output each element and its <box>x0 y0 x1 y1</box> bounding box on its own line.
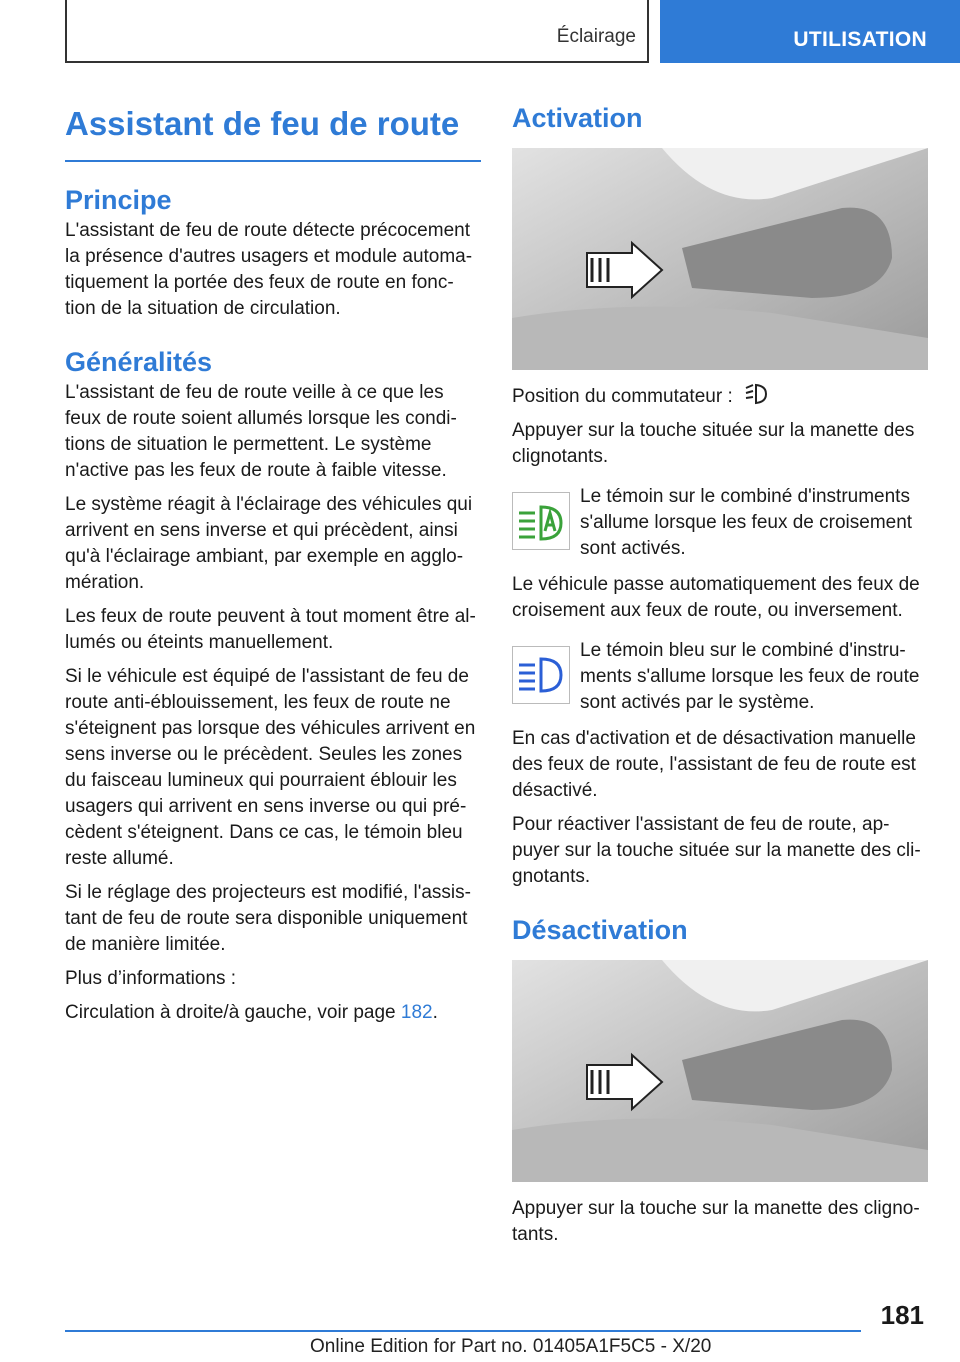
indicator-text-1: Le témoin sur le combiné d'instruments s'allume lorsque les feux de croisement sont activés. <box>580 486 913 559</box>
activation-heading: Activation <box>512 103 643 133</box>
generalites-p2: Le système réagit à l'éclairage des véhicules qui arrivent en sens inverse et qui précèdent, ainsi qu'à l'éclairage ambiant, par exemple en agglo-mération. <box>65 494 473 593</box>
cross-reference <box>65 1000 481 1026</box>
generalites-p5: Si le réglage des projecteurs est modifié, l'assis-tant de feu de route sera disponible uniquement de manière limitée. <box>65 882 471 955</box>
left-column <box>65 102 481 1034</box>
title-rule <box>65 160 481 162</box>
header-tab-label: UTILISATION <box>793 28 927 51</box>
high-beam-assist-indicator-icon <box>512 646 570 704</box>
high-beam-switch-icon <box>744 382 770 406</box>
deactivation-heading: Désactivation <box>512 915 688 945</box>
principe-heading: Principe <box>65 185 172 215</box>
manual-override-text: En cas d'activation et de désactivation manuelle des feux de route, l'assistant de feu de route est désactivé. <box>512 728 916 801</box>
press-instruction: Appuyer sur la touche située sur la manette des clignotants. <box>512 420 915 467</box>
generalites-p1: L'assistant de feu de route veille à ce que les feux de route soient allumés lorsque les condi-tions de situation le permettent. Le système n'active pas les feux de route à faible vitesse. <box>65 382 457 481</box>
principe-text: L'assistant de feu de route détecte précocement la présence d'autres usagers et module automa-tiquement la portée des feux de route en fonc-tion de la situation de circulation. <box>65 220 473 319</box>
more-info: Plus d’informations : <box>65 968 237 989</box>
indicator-text-2: Le témoin bleu sur le combiné d'instru-ments s'allume lorsque les feux de route sont activés par le système. <box>580 640 920 713</box>
footer-rule <box>65 1330 861 1332</box>
reactivate-text: Pour réactiver l'assistant de feu de route, ap-puyer sur la touche située sur la manette des cli-gnotants. <box>512 814 921 887</box>
cross-reference-end: . <box>432 1002 438 1023</box>
position-label: Position du commutateur : <box>512 386 733 407</box>
indicator-row-1 <box>512 484 928 562</box>
generalites-p3: Les feux de route peuvent à tout moment être al-lumés ou éteints manuellement. <box>65 606 476 653</box>
position-row <box>512 382 928 410</box>
generalites-p4: Si le véhicule est équipé de l'assistant de feu de route anti-éblouissement, les feux de route ne s'éteignent pas lorsque des véhicules arrivent en sens inverse ou le précèdent. Seules les zones du faisceau lumineux qui pourraient éblouir les usagers qui arrivent en sens inverse ou qui pré-cèdent s'éteignent. Dans ce cas, le témoin bleu reste allumé. <box>65 666 476 869</box>
page-link[interactable]: 182 <box>400 1002 433 1023</box>
generalites-heading: Généralités <box>65 347 213 377</box>
right-column <box>512 100 928 1256</box>
auto-switch-text: Le véhicule passe automatiquement des feux de croisement aux feux de route, ou inversement. <box>512 574 920 621</box>
header-section: Éclairage <box>556 26 636 47</box>
low-beam-assist-indicator-icon <box>512 492 570 550</box>
switch-photo-activation <box>512 148 928 370</box>
header-tab <box>660 0 960 63</box>
switch-photo-deactivation <box>512 960 928 1182</box>
edition-text: Online Edition for Part no. 01405A1F5C5 - X/20 <box>310 1336 712 1357</box>
deactivation-text: Appuyer sur la touche sur la manette des cligno-tants. <box>512 1198 920 1245</box>
page-title: Assistant de feu de route <box>65 105 460 142</box>
cross-reference-text: Circulation à droite/à gauche, voir page <box>65 1002 401 1023</box>
indicator-row-2 <box>512 638 928 716</box>
page-number: 181 <box>880 1300 924 1330</box>
